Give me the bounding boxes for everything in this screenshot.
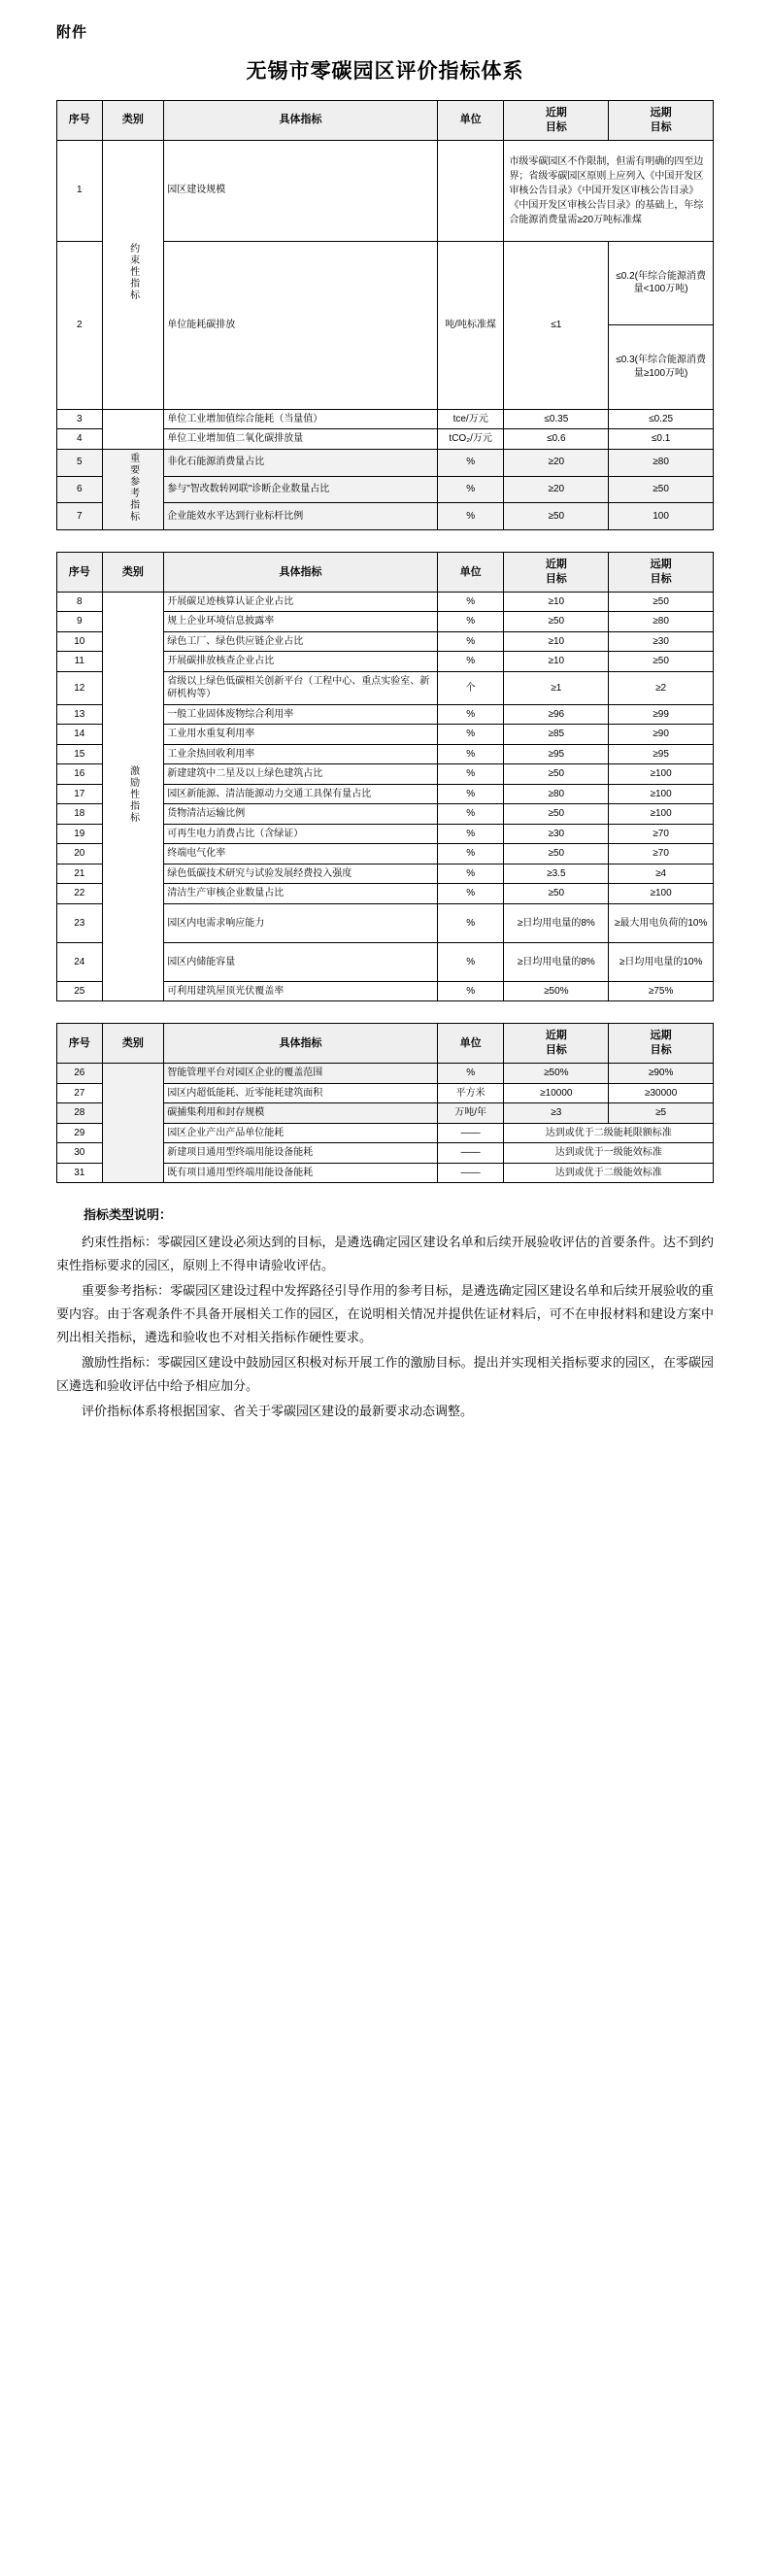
table-row [57,140,714,241]
row-near: ≥96 [504,704,609,725]
header-far: 远期 目标 [609,101,714,141]
header-category: 类别 [102,101,164,141]
row-near: ≥50 [504,844,609,864]
row-no: 17 [57,784,103,804]
row-unit: % [437,476,504,503]
row-unit: % [437,592,504,612]
row-unit: % [437,864,504,884]
row-near: ≤1 [504,241,609,409]
row-unit: % [437,844,504,864]
row-indicator: 园区建设规模 [164,140,438,241]
row-indicator: 规上企业环境信息披露率 [164,612,438,632]
row-far: ≥5 [609,1103,714,1124]
row-near: ≥3 [504,1103,609,1124]
row-indicator: 既有项目通用型终端用能设备能耗 [164,1163,438,1183]
header-indicator: 具体指标 [164,101,438,141]
row-near: ≥50% [504,1064,609,1084]
row-no: 23 [57,903,103,942]
row-far: ≥30 [609,631,714,652]
row-unit: % [437,942,504,981]
row-indicator: 新建建筑中二星及以上绿色建筑占比 [164,764,438,785]
notes-section [56,1204,714,1423]
note-incentive: 激励性指标：零碳园区建设中鼓励园区积极对标开展工作的激励目标。提出并实现相关指标要求的园区，在零碳园区遴选和验收评估中给予相应加分。 [56,1355,714,1394]
row-unit: % [437,503,504,530]
indicator-table-2 [56,552,714,1001]
row-no: 25 [57,981,103,1001]
row-no: 26 [57,1064,103,1084]
category-binding: 约束性指标 [102,140,164,409]
header-no: 序号 [57,101,103,141]
row-no: 3 [57,409,103,429]
row-unit: % [437,704,504,725]
row-unit: % [437,784,504,804]
row-no: 13 [57,704,103,725]
row-no: 20 [57,844,103,864]
header-indicator: 具体指标 [164,553,438,593]
row-no: 5 [57,449,103,476]
row-unit: % [437,652,504,672]
row-near: ≥10000 [504,1083,609,1103]
row-unit: —— [437,1143,504,1164]
row-near: ≥20 [504,449,609,476]
row-far: ≤0.25 [609,409,714,429]
row-near: ≥10 [504,592,609,612]
row-indicator: 可再生电力消费占比（含绿证） [164,824,438,844]
header-unit: 单位 [437,101,504,141]
note-key-reference: 重要参考指标：零碳园区建设过程中发挥路径引导作用的参考目标，是遴选确定园区建设名单和后续开展验收的重要内容。由于客观条件不具备开展相关工作的园区，在说明相关情况并提供佐证材料后，可不在申报材料和建设方案中列出相关指标，遴选和验收也不对相关指标作硬性要求。 [56,1283,714,1345]
row-near: ≥日均用电量的8% [504,942,609,981]
row-near: ≥50 [504,764,609,785]
row-far: ≥最大用电负荷的10% [609,903,714,942]
row-target-merged: 市级零碳园区不作限制，但需有明确的四至边界；省级零碳园区原则上应列入《中国开发区审核公告目录》《中国开发区审核公告目录》《中国开发区审核公告目录》的基础上，年综合能源消费量需≥20万吨标准煤 [504,140,714,241]
row-no: 10 [57,631,103,652]
row-far: ≥100 [609,804,714,825]
row-indicator: 开展碳足迹核算认证企业占比 [164,592,438,612]
header-category: 类别 [102,553,164,593]
row-unit: % [437,744,504,764]
header-near: 近期 目标 [504,1024,609,1064]
row-unit: % [437,612,504,632]
row-far: ≥100 [609,884,714,904]
row-no: 29 [57,1123,103,1143]
page-title: 无锡市零碳园区评价指标体系 [246,60,524,83]
category-key-ref: 重要参考指标 [102,449,164,530]
row-far: ≥70 [609,844,714,864]
row-indicator: 新建项目通用型终端用能设备能耗 [164,1143,438,1164]
row-no: 15 [57,744,103,764]
row-far-a: ≤0.2(年综合能源消费量<100万吨) [609,242,713,325]
category-incentive-label: 激励性指标 [127,764,139,824]
row-unit: % [437,631,504,652]
row-near: ≥30 [504,824,609,844]
row-far: ≥75% [609,981,714,1001]
row-far: ≥95 [609,744,714,764]
category-incentive [102,592,164,1001]
row-near: ≥10 [504,631,609,652]
row-far: ≥4 [609,864,714,884]
row-no: 6 [57,476,103,503]
header-indicator: 具体指标 [164,1024,438,1064]
row-indicator: 碳捕集利用和封存规模 [164,1103,438,1124]
header-no: 序号 [57,553,103,593]
row-indicator: 一般工业固体废物综合利用率 [164,704,438,725]
row-near: ≥50 [504,503,609,530]
row-target-merged: 达到或优于二级能效标准 [504,1163,714,1183]
row-near: ≥日均用电量的8% [504,903,609,942]
row-near: ≥50 [504,612,609,632]
header-category: 类别 [102,1024,164,1064]
header-far: 远期 目标 [609,553,714,593]
row-near: ≥50% [504,981,609,1001]
category-incentive [102,1064,164,1183]
row-indicator: 终端电气化率 [164,844,438,864]
row-no: 8 [57,592,103,612]
note-binding: 约束性指标：零碳园区建设必须达到的目标，是遴选确定园区建设名单和后续开展验收评估的首要条件。达不到约束性指标要求的园区，原则上不得申请验收评估。 [56,1235,714,1273]
row-indicator: 绿色工厂、绿色供应链企业占比 [164,631,438,652]
row-near: ≥20 [504,476,609,503]
row-near: ≤0.35 [504,409,609,429]
table-row [57,592,714,612]
row-near: ≥1 [504,671,609,704]
row-unit: 吨/吨标准煤 [437,241,504,409]
row-no: 22 [57,884,103,904]
row-target-merged: 达到或优于一级能效标准 [504,1143,714,1164]
row-no: 4 [57,429,103,450]
row-no: 31 [57,1163,103,1183]
row-no: 21 [57,864,103,884]
row-indicator: 工业用水重复利用率 [164,725,438,745]
row-indicator: 单位工业增加值二氧化碳排放量 [164,429,438,450]
row-indicator: 园区企业产出产品单位能耗 [164,1123,438,1143]
header-unit: 单位 [437,553,504,593]
row-indicator: 园区内储能容量 [164,942,438,981]
row-no: 1 [57,140,103,241]
header-near: 近期 目标 [504,101,609,141]
row-near: ≥85 [504,725,609,745]
indicator-table-3 [56,1023,714,1183]
row-far-b: ≤0.3(年综合能源消费量≥100万吨) [616,355,706,379]
attachment-label: 附件 [56,24,88,41]
row-unit [437,140,504,241]
row-near: ≥50 [504,804,609,825]
row-unit: % [437,725,504,745]
row-far: ≥2 [609,671,714,704]
row-indicator: 货物清洁运输比例 [164,804,438,825]
row-indicator: 省级以上绿色低碳相关创新平台（工程中心、重点实验室、新研机构等） [164,671,438,704]
row-far: ≤0.1 [609,429,714,450]
row-unit: —— [437,1163,504,1183]
row-unit: % [437,1064,504,1084]
header-near: 近期 目标 [504,553,609,593]
row-unit: % [437,981,504,1001]
note-dynamic-adjust: 评价指标体系将根据国家、省关于零碳园区建设的最新要求动态调整。 [82,1404,474,1419]
table-row [57,409,714,429]
row-indicator: 清洁生产审核企业数量占比 [164,884,438,904]
row-no: 19 [57,824,103,844]
row-no: 11 [57,652,103,672]
row-no: 18 [57,804,103,825]
row-far: ≥100 [609,764,714,785]
row-far: ≥100 [609,784,714,804]
row-unit: —— [437,1123,504,1143]
category-binding-cont [102,409,164,449]
table-row [57,449,714,476]
row-unit: % [437,449,504,476]
indicator-table-1 [56,100,714,530]
table-header-row [57,553,714,593]
row-near: ≥50 [504,884,609,904]
row-target-merged: 达到或优于二级能耗限额标准 [504,1123,714,1143]
row-indicator: 企业能效水平达到行业标杆比例 [164,503,438,530]
row-far: ≥30000 [609,1083,714,1103]
row-no: 27 [57,1083,103,1103]
row-unit: % [437,764,504,785]
row-indicator: 单位能耗碳排放 [164,241,438,409]
row-no: 24 [57,942,103,981]
row-unit: 万吨/年 [437,1103,504,1124]
row-unit: tCO₂/万元 [437,429,504,450]
row-no: 14 [57,725,103,745]
row-unit: 个 [437,671,504,704]
row-far: ≥90 [609,725,714,745]
row-far: ≥50 [609,592,714,612]
row-no: 28 [57,1103,103,1124]
row-indicator: 非化石能源消费量占比 [164,449,438,476]
row-near: ≥10 [504,652,609,672]
row-indicator: 绿色低碳技术研究与试验发展经费投入强度 [164,864,438,884]
row-far: ≥50 [609,652,714,672]
header-unit: 单位 [437,1024,504,1064]
row-indicator: 工业余热回收利用率 [164,744,438,764]
row-unit: % [437,903,504,942]
row-near: ≤0.6 [504,429,609,450]
row-no: 12 [57,671,103,704]
row-no: 7 [57,503,103,530]
row-unit: % [437,824,504,844]
row-indicator: 可利用建筑屋顶光伏覆盖率 [164,981,438,1001]
row-far: ≥80 [609,449,714,476]
row-far: 100 [609,503,714,530]
row-near: ≥95 [504,744,609,764]
row-unit: % [437,884,504,904]
row-far: ≥90% [609,1064,714,1084]
row-near: ≥3.5 [504,864,609,884]
row-no: 2 [57,241,103,409]
row-indicator: 智能管理平台对园区企业的覆盖范围 [164,1064,438,1084]
row-far-split [609,241,714,409]
row-indicator: 园区内超低能耗、近零能耗建筑面积 [164,1083,438,1103]
header-far: 远期 目标 [609,1024,714,1064]
row-far: ≥日均用电量的10% [609,942,714,981]
row-indicator: 参与"智改数转网联"诊断企业数量占比 [164,476,438,503]
table-header-row [57,101,714,141]
row-unit: tce/万元 [437,409,504,429]
row-indicator: 开展碳排放核查企业占比 [164,652,438,672]
row-indicator: 园区内电需求响应能力 [164,903,438,942]
row-far: ≥99 [609,704,714,725]
row-indicator: 单位工业增加值综合能耗（当量值） [164,409,438,429]
row-unit: % [437,804,504,825]
row-far: ≥50 [609,476,714,503]
row-far: ≥70 [609,824,714,844]
row-no: 30 [57,1143,103,1164]
notes-heading: 指标类型说明： [84,1207,173,1223]
row-no: 9 [57,612,103,632]
table-row [57,1064,714,1084]
row-no: 16 [57,764,103,785]
row-far: ≥80 [609,612,714,632]
header-no: 序号 [57,1024,103,1064]
table-header-row [57,1024,714,1064]
row-indicator: 园区新能源、清洁能源动力交通工具保有量占比 [164,784,438,804]
row-unit: 平方米 [437,1083,504,1103]
row-near: ≥80 [504,784,609,804]
